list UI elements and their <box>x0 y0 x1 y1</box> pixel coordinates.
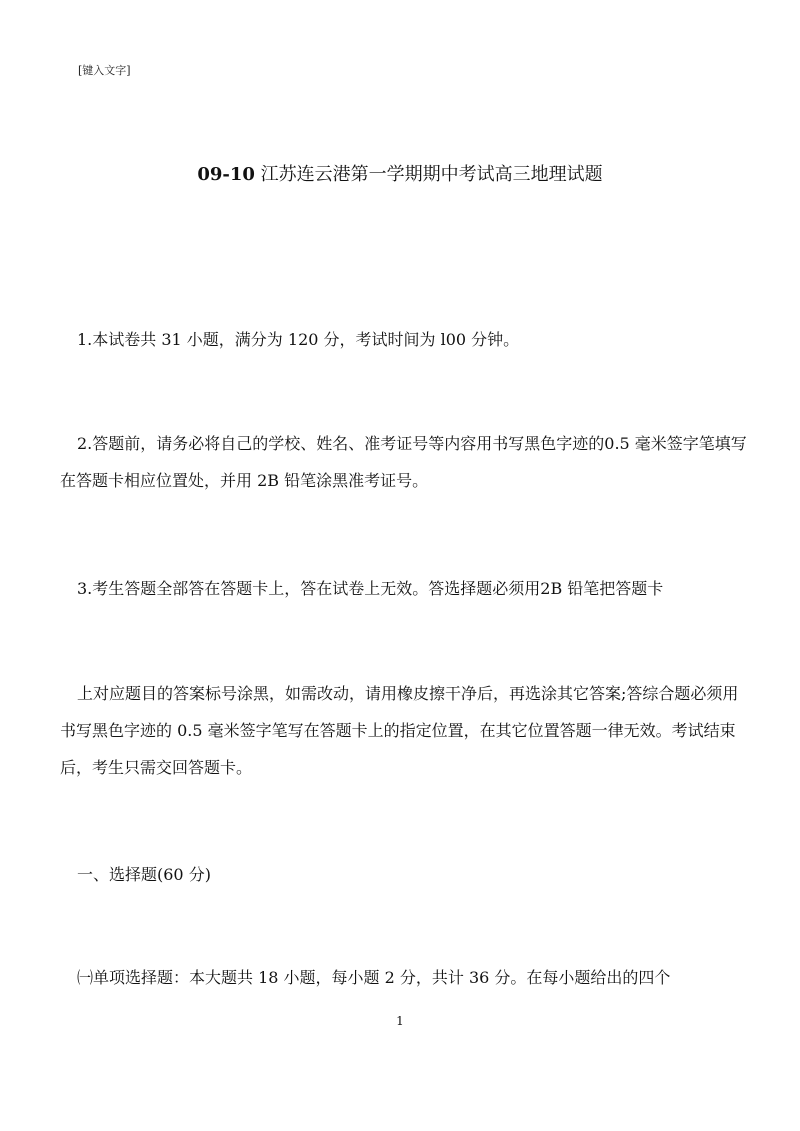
document-title <box>0 162 800 188</box>
title-text: 江苏连云港第一学期期中考试高三地理试题 <box>254 164 603 185</box>
instruction-paragraph-1 <box>60 321 750 358</box>
title-prefix: 09-10 <box>197 164 255 185</box>
subsection-text: ㈠单项选择题：本大题共 18 小题，每小题 2 分，共计 36 分。在每小题给出的四个 <box>77 968 671 987</box>
instruction-text-1: 1.本试卷共 31 小题，满分为 120 分，考试时间为 l00 分钟。 <box>77 330 520 349</box>
subsection-paragraph <box>60 959 750 996</box>
instruction-text-2: 2.答题前，请务必将自己的学校、姓名、准考证号等内容用书写黑色字迹的0.5 毫米签字笔填写在答题卡相应位置处，并用 2B 铅笔涂黑准考证号。 <box>60 434 747 490</box>
header-note: [键入文字] <box>78 64 131 77</box>
instruction-text-3: 3.考生答题全部答在答题卡上，答在试卷上无效。答选择题必须用2B 铅笔把答题卡 <box>77 579 664 598</box>
section-heading-text: 一、选择题(60 分) <box>77 865 211 884</box>
instruction-text-4: 上对应题目的答案标号涂黑，如需改动，请用橡皮擦干净后，再选涂其它答案;答综合题必须用书写黑色字迹的 0.5 毫米签字笔写在答题卡上的指定位置，在其它位置答题一律无效。考试结束后，考生只需交回答题卡。 <box>60 684 739 777</box>
page-number: 1 <box>396 1014 404 1028</box>
instruction-paragraph-4 <box>60 675 750 786</box>
instruction-paragraph-3 <box>60 570 750 607</box>
section-heading <box>60 856 750 893</box>
instruction-paragraph-2 <box>60 425 750 499</box>
